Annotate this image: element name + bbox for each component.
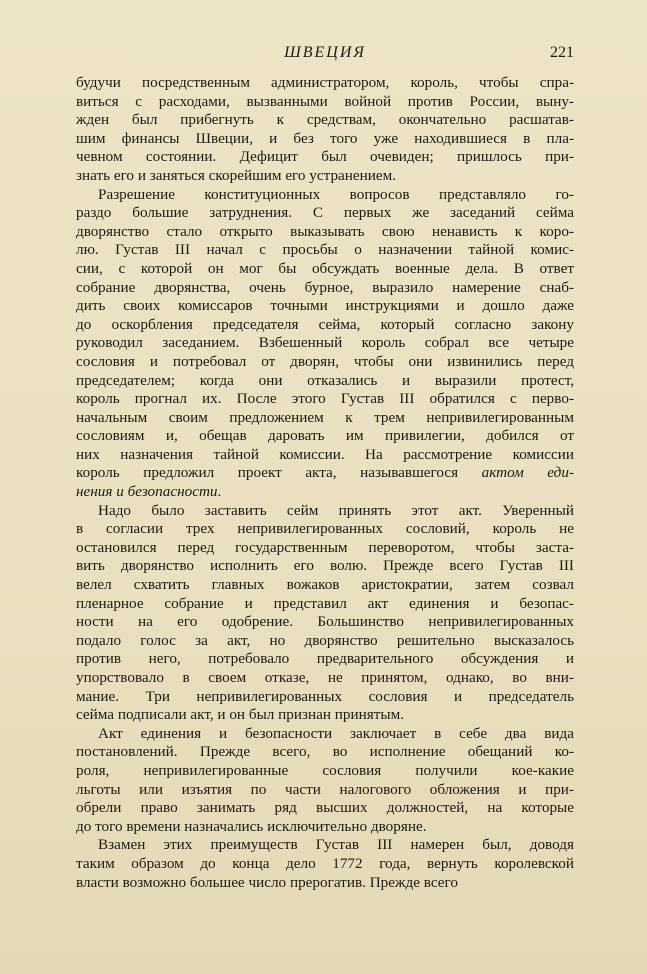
text-line: дить своих комиссаров точными инструкциями и дошло даже — [76, 297, 574, 315]
page-number: 221 — [550, 44, 574, 61]
text-line: вить дворянство исполнить его волю. Прежде всего Густав III — [76, 557, 574, 575]
text-line: король прогнал их. После этого Густав III обратился с перво- — [76, 390, 574, 408]
text-line: обрели право занимать ряд высших должностей, на которые — [76, 799, 574, 817]
text-line: до оскорбления председателя сейма, который согласно закону — [76, 315, 574, 333]
running-head: ШВЕЦИЯ — [284, 44, 366, 61]
text-line: Надо было заставить сейм принять этот акт. Уверенный — [98, 501, 574, 519]
text-line: руководил заседанием. Взбешенный король собрал все четыре — [76, 334, 574, 352]
text-line: начальным своим предложением к трем непривилегированным — [76, 408, 574, 426]
text-line: нения и безопасности. — [76, 483, 222, 501]
paragraph — [76, 836, 574, 892]
body-text — [76, 74, 574, 892]
text-line: шим финансы Швеции, и без того уже находившиеся в пла- — [76, 129, 574, 147]
text-line: Разрешение конституционных вопросов представляло го- — [98, 185, 574, 203]
text-line: сии, с которой он мог бы обсуждать военные дела. В ответ — [76, 259, 574, 277]
text-line: жден был прибегнуть к средствам, окончательно расшатав- — [76, 111, 574, 129]
text-line: раздо большие затруднения. С первых же заседаний сейма — [76, 204, 574, 222]
page-header — [76, 44, 574, 68]
text-line: король предложил проект акта, называвшегося актом еди- — [76, 464, 574, 482]
text-line: власти возможно большее число прерогатив. Прежде всего — [76, 873, 458, 891]
text-line: лю. Густав III начал с просьбы о назначении тайной комис- — [76, 241, 574, 259]
text-line: остановился перед государственным переворотом, чтобы заста- — [76, 538, 574, 556]
text-line: пленарное собрание и представил акт единения и безопас- — [76, 594, 574, 612]
text-line: собрание дворянства, очень бурное, выразило намерение снаб- — [76, 278, 574, 296]
text-line: упорствовало в своем отказе, не принятом, однако, во вни- — [76, 669, 574, 686]
paragraph — [76, 502, 574, 725]
text-line: знать его и заняться скорейшим его устранением. — [76, 166, 397, 184]
text-line: сословиям и, обещав даровать им привилегии, добился от — [76, 427, 574, 445]
paragraph — [76, 186, 574, 502]
text-line: председателем; когда они отказались и выразили протест, — [76, 371, 574, 389]
text-line: мание. Три непривилегированных сословия и председатель — [76, 687, 574, 705]
paragraph — [76, 74, 574, 186]
text-line: в согласии трех непривилегированных сословий, король не — [76, 520, 574, 538]
text-line: роля, непривилегированные сословия получили кое-какие — [76, 761, 574, 779]
text-line: против него, потребовало предварительного обсуждения и — [76, 650, 574, 668]
text-line: до того времени назначались исключительно дворяне. — [76, 817, 427, 835]
text-line: сейма подписали акт, и он был признан принятым. — [76, 706, 405, 724]
text-line: них назначения тайной комиссии. На рассмотрение комиссии — [76, 445, 574, 463]
text-line: Взамен этих преимуществ Густав III намерен был, доводя — [98, 836, 574, 854]
text-line: таким образом до конца дело 1772 года, вернуть королевской — [76, 854, 574, 872]
text-line: виться с расходами, вызванными войной против России, выну- — [76, 92, 574, 110]
text-line: велел схватить главных вожаков аристократии, затем созвал — [76, 576, 574, 594]
text-line: Акт единения и безопасности заключает в себе два вида — [98, 724, 574, 742]
text-line: дворянство стало открыто выказывать свою ненависть к коро- — [76, 222, 574, 240]
text-line: подало голос за акт, но дворянство решительно высказалось — [76, 631, 574, 649]
text-line: сословия и потребовал от дворян, чтобы они извинились перед — [76, 352, 574, 370]
text-line: постановлений. Прежде всего, во исполнение обещаний ко- — [76, 743, 574, 761]
text-line: ности на его одобрение. Большинство непривилегированных — [76, 613, 574, 631]
text-line: чевном состоянии. Дефицит был очевиден; пришлось при- — [76, 148, 574, 166]
text-line: будучи посредственным администратором, король, чтобы спра- — [76, 74, 574, 91]
paragraph — [76, 725, 574, 837]
text-line: льготы или изъятия по части налогового обложения и при- — [76, 780, 574, 798]
